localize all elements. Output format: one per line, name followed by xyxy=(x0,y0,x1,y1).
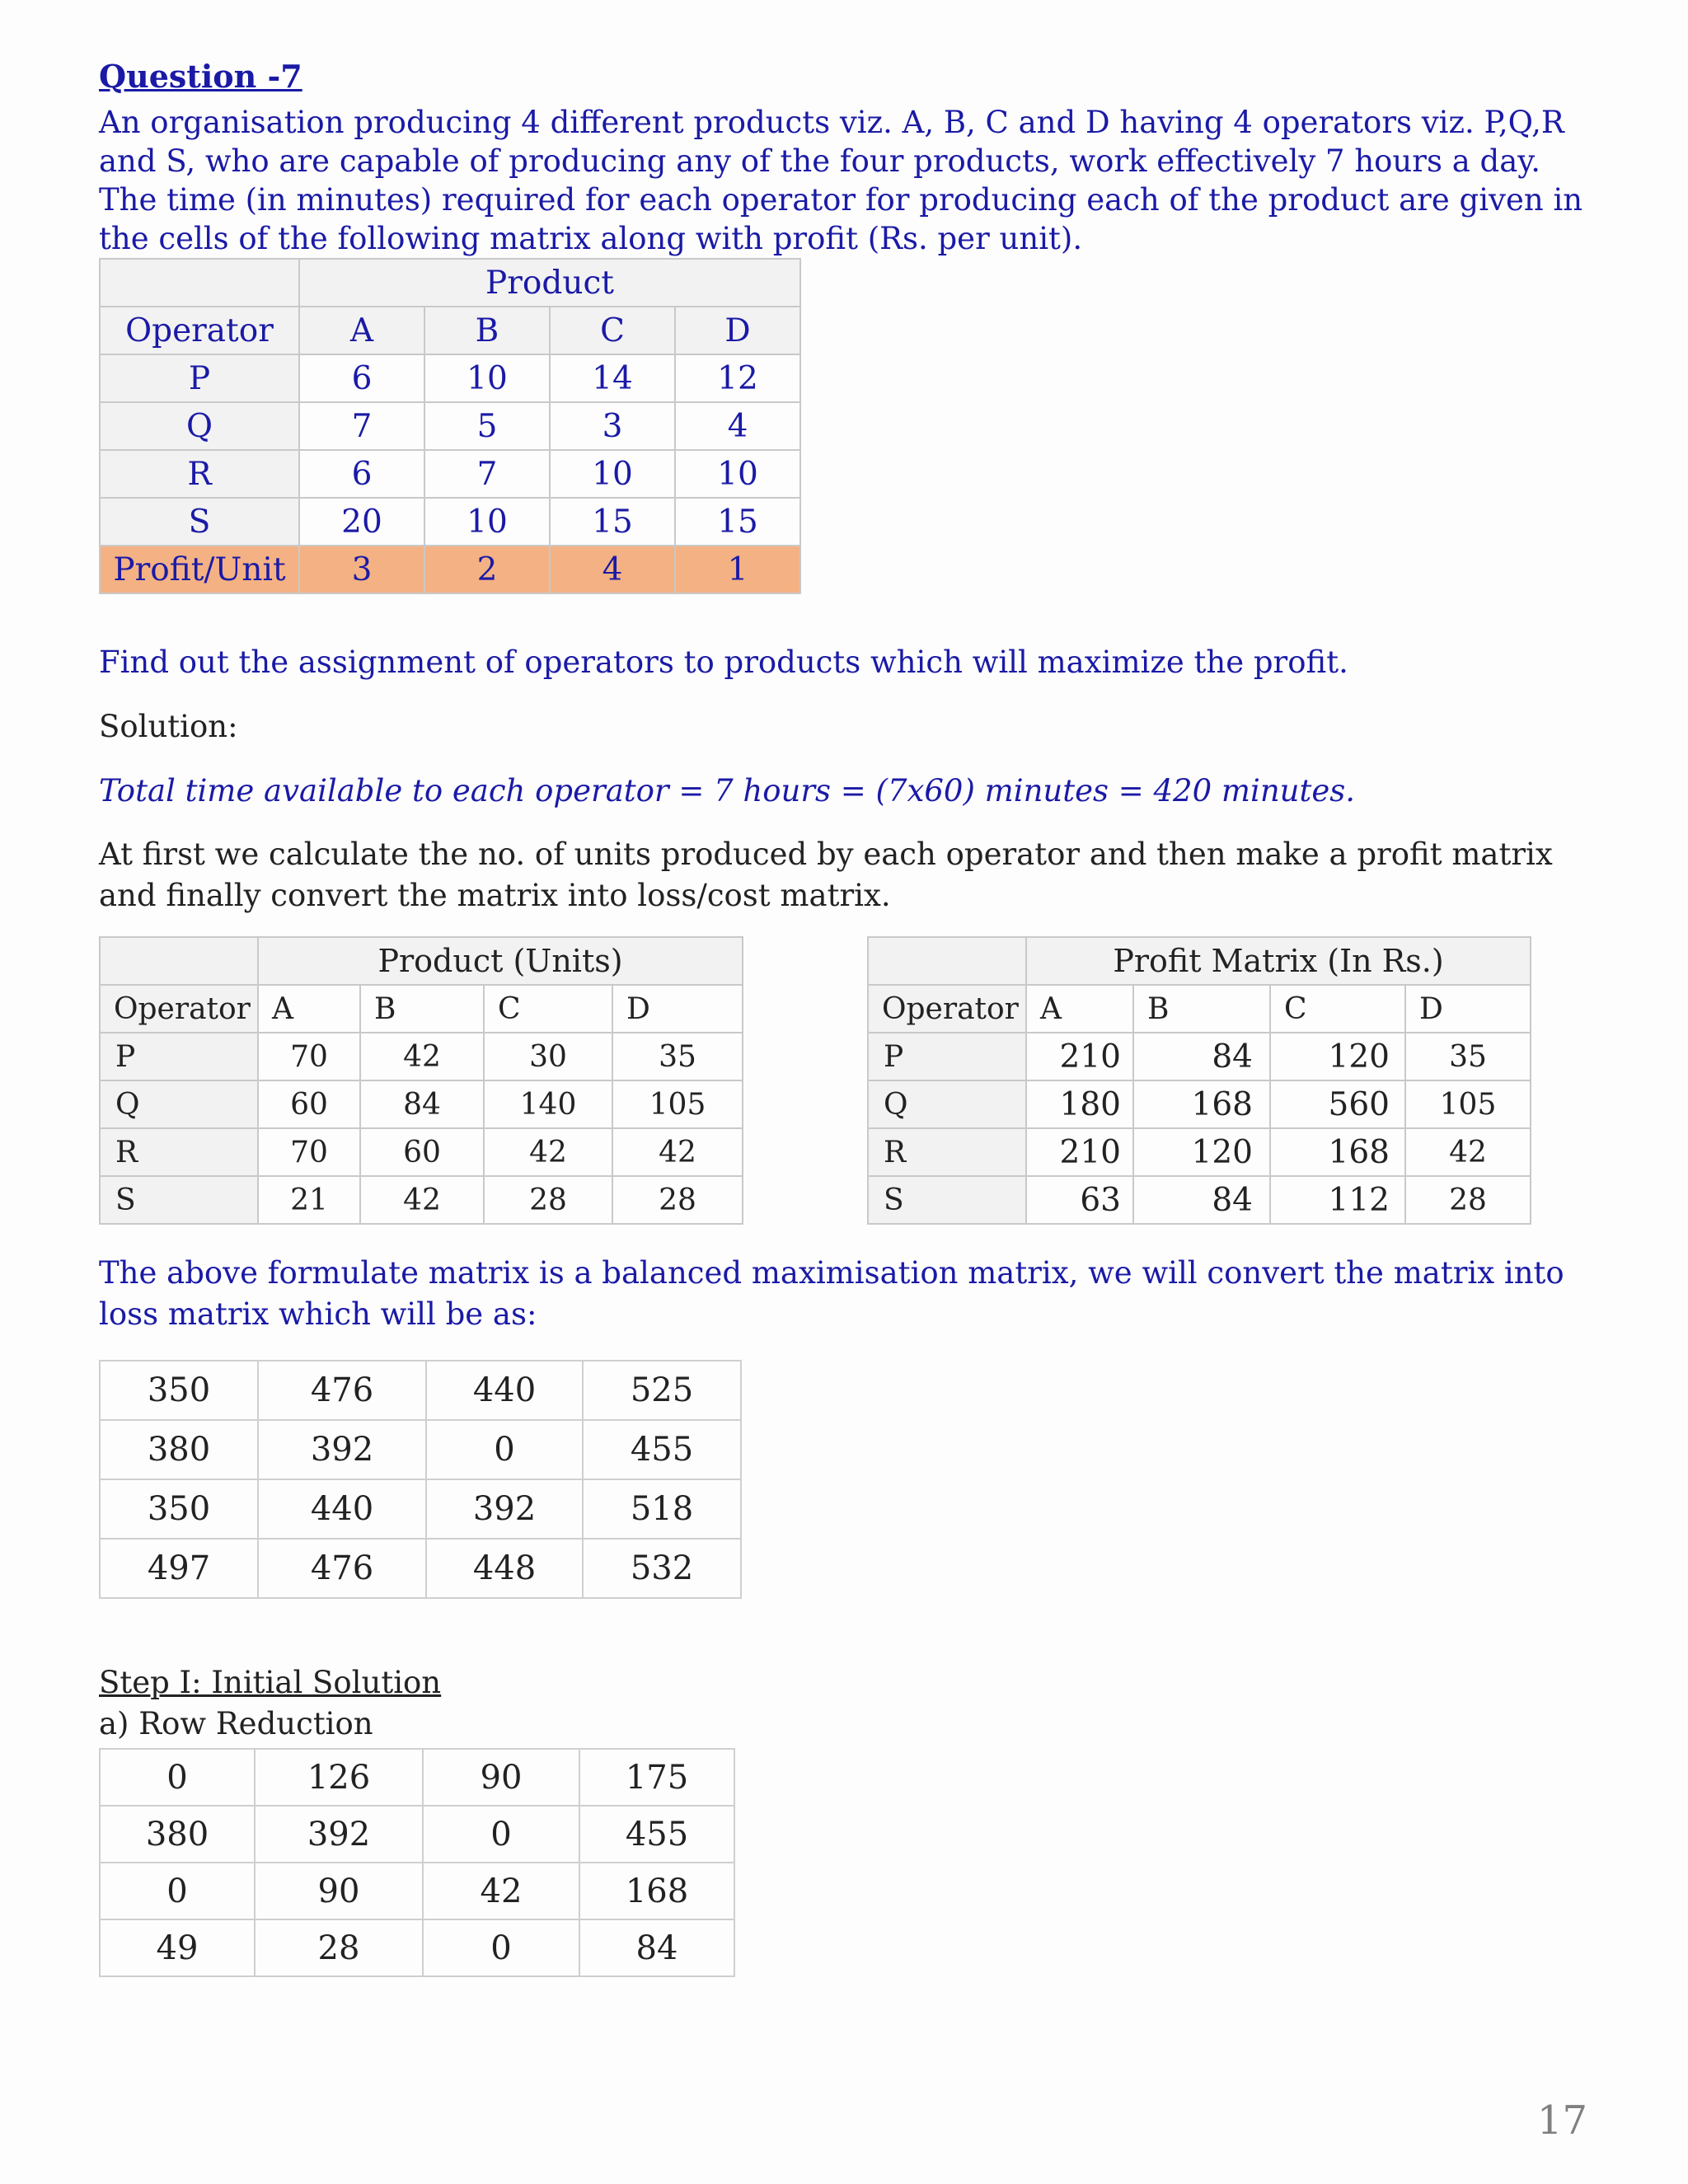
table-row xyxy=(868,1176,1531,1224)
units-cell: 84 xyxy=(360,1080,484,1128)
profit-cell: 210 xyxy=(1026,1033,1133,1080)
column-header: B xyxy=(360,985,484,1033)
profit-cell: 180 xyxy=(1026,1080,1133,1128)
units-cell: 70 xyxy=(258,1033,360,1080)
time-cell: 10 xyxy=(424,498,550,546)
matrix-cell: 476 xyxy=(258,1361,426,1420)
matrix-cell: 440 xyxy=(426,1361,583,1420)
units-table-title: Product (Units) xyxy=(258,937,743,985)
step-title: Step I: Initial Solution xyxy=(99,1665,442,1700)
profit-cell: 105 xyxy=(1405,1080,1531,1128)
table-row xyxy=(100,1479,741,1539)
matrix-cell: 42 xyxy=(423,1863,579,1919)
balanced-text: The above formulate matrix is a balanced maximisation matrix, we will convert the matrix into loss matrix which will be as: xyxy=(99,1255,1564,1332)
table-row xyxy=(100,450,800,498)
matrix-cell: 28 xyxy=(255,1919,423,1976)
matrix-cell: 497 xyxy=(100,1539,258,1598)
find-text: Find out the assignment of operators to products which will maximize the profit. xyxy=(99,644,1348,680)
column-header: D xyxy=(612,985,743,1033)
time-cell: 10 xyxy=(550,450,675,498)
profit-cell: 112 xyxy=(1270,1176,1405,1224)
profit-cell: 84 xyxy=(1133,1033,1270,1080)
time-cell: 12 xyxy=(675,354,800,402)
table-row xyxy=(100,1176,743,1224)
profit-cell: 42 xyxy=(1405,1128,1531,1176)
table-row xyxy=(868,1033,1531,1080)
units-cell: 42 xyxy=(360,1033,484,1080)
profit-cell: 120 xyxy=(1133,1128,1270,1176)
operator-cell: R xyxy=(868,1128,1026,1176)
time-cell: 20 xyxy=(299,498,424,546)
profit-cell: 35 xyxy=(1405,1033,1531,1080)
matrix-cell: 532 xyxy=(583,1539,741,1598)
operator-cell: R xyxy=(100,1128,258,1176)
operator-cell: P xyxy=(868,1033,1026,1080)
table-row xyxy=(100,1749,734,1806)
time-cell: 7 xyxy=(424,450,550,498)
profit-matrix-title: Profit Matrix (In Rs.) xyxy=(1026,937,1531,985)
matrix-cell: 455 xyxy=(583,1420,741,1479)
matrix-cell: 168 xyxy=(579,1863,734,1919)
profit-cell: 63 xyxy=(1026,1176,1133,1224)
column-header: C xyxy=(484,985,612,1033)
matrix-cell: 476 xyxy=(258,1539,426,1598)
time-cell: 10 xyxy=(424,354,550,402)
row-reduction-table xyxy=(99,1748,735,1977)
profit-cell: 120 xyxy=(1270,1033,1405,1080)
operator-cell: Q xyxy=(100,1080,258,1128)
units-cell: 28 xyxy=(484,1176,612,1224)
operator-cell: R xyxy=(100,450,299,498)
units-table xyxy=(99,936,743,1225)
matrix-cell: 49 xyxy=(100,1919,255,1976)
profit-cell: 168 xyxy=(1133,1080,1270,1128)
column-header: D xyxy=(675,307,800,354)
matrix-cell: 392 xyxy=(258,1420,426,1479)
matrix-cell: 90 xyxy=(255,1863,423,1919)
table-row xyxy=(100,1033,743,1080)
column-header: C xyxy=(550,307,675,354)
question-text: An organisation producing 4 different products viz. A, B, C and D having 4 operators viz. P,Q,R and S, who are capable of producing any of the four products, work effectively 7 hours a day. The time (in minutes) required for each operator for producing each of the product are given in the cells of the following matrix along with profit (Rs. per unit). xyxy=(99,105,1583,256)
loss-matrix-table xyxy=(99,1360,742,1599)
time-cell: 4 xyxy=(675,402,800,450)
matrix-cell: 455 xyxy=(579,1806,734,1863)
matrix-cell: 392 xyxy=(426,1479,583,1539)
product-header: Product xyxy=(299,259,800,307)
units-cell: 70 xyxy=(258,1128,360,1176)
matrix-cell: 90 xyxy=(423,1749,579,1806)
matrix-cell: 380 xyxy=(100,1806,255,1863)
profit-cell: 560 xyxy=(1270,1080,1405,1128)
matrix-cell: 380 xyxy=(100,1420,258,1479)
profit-label: Profit/Unit xyxy=(100,546,299,593)
profit-cell: 28 xyxy=(1405,1176,1531,1224)
column-header: B xyxy=(424,307,550,354)
units-cell: 21 xyxy=(258,1176,360,1224)
table-row xyxy=(868,1128,1531,1176)
time-cell: 15 xyxy=(675,498,800,546)
units-cell: 60 xyxy=(258,1080,360,1128)
table-row xyxy=(100,1919,734,1976)
matrix-cell: 518 xyxy=(583,1479,741,1539)
time-cell: 6 xyxy=(299,450,424,498)
units-cell: 42 xyxy=(360,1176,484,1224)
time-cell: 6 xyxy=(299,354,424,402)
matrix-cell: 350 xyxy=(100,1479,258,1539)
matrix-cell: 392 xyxy=(255,1806,423,1863)
units-cell: 35 xyxy=(612,1033,743,1080)
profit-cell: 2 xyxy=(424,546,550,593)
first-text: At first we calculate the no. of units produced by each operator and then make a profit matrix and finally convert the matrix into loss/cost matrix. xyxy=(99,837,1553,913)
column-header: A xyxy=(258,985,360,1033)
operator-header: Operator xyxy=(100,307,299,354)
units-cell: 42 xyxy=(484,1128,612,1176)
row-reduction-label: a) Row Reduction xyxy=(99,1706,373,1741)
time-available-text: Total time available to each operator = 7 hours = (7x60) minutes = 420 minutes. xyxy=(99,773,1355,808)
time-cell: 14 xyxy=(550,354,675,402)
time-cell: 15 xyxy=(550,498,675,546)
units-cell: 105 xyxy=(612,1080,743,1128)
units-cell: 42 xyxy=(612,1128,743,1176)
matrix-cell: 525 xyxy=(583,1361,741,1420)
operator-cell: S xyxy=(100,1176,258,1224)
profit-cell: 3 xyxy=(299,546,424,593)
operator-header: Operator xyxy=(100,985,258,1033)
table-row xyxy=(100,1539,741,1598)
operator-header: Operator xyxy=(868,985,1026,1033)
blank-header-cell xyxy=(100,259,299,307)
table-row xyxy=(100,402,800,450)
profit-cell: 4 xyxy=(550,546,675,593)
time-cell: 10 xyxy=(675,450,800,498)
blank-header-cell xyxy=(868,937,1026,985)
profit-cell: 1 xyxy=(675,546,800,593)
table-row xyxy=(100,498,800,546)
matrix-cell: 0 xyxy=(100,1863,255,1919)
table-row xyxy=(100,1420,741,1479)
table-row xyxy=(100,1863,734,1919)
matrix-cell: 0 xyxy=(423,1919,579,1976)
units-cell: 30 xyxy=(484,1033,612,1080)
matrix-cell: 440 xyxy=(258,1479,426,1539)
matrix-cell: 84 xyxy=(579,1919,734,1976)
column-header: A xyxy=(1026,985,1133,1033)
matrix-cell: 448 xyxy=(426,1539,583,1598)
profit-row xyxy=(100,546,800,593)
page-number: 17 xyxy=(1536,2097,1587,2144)
matrix-cell: 126 xyxy=(255,1749,423,1806)
operator-cell: S xyxy=(100,498,299,546)
matrix-cell: 0 xyxy=(423,1806,579,1863)
units-cell: 60 xyxy=(360,1128,484,1176)
units-cell: 28 xyxy=(612,1176,743,1224)
time-cell: 7 xyxy=(299,402,424,450)
time-profit-table xyxy=(99,258,801,594)
profit-matrix-table xyxy=(867,936,1531,1225)
matrix-cell: 350 xyxy=(100,1361,258,1420)
profit-cell: 210 xyxy=(1026,1128,1133,1176)
solution-label: Solution: xyxy=(99,709,238,744)
table-row xyxy=(868,1080,1531,1128)
column-header: C xyxy=(1270,985,1405,1033)
blank-header-cell xyxy=(100,937,258,985)
units-cell: 140 xyxy=(484,1080,612,1128)
matrix-cell: 0 xyxy=(426,1420,583,1479)
matrix-cell: 175 xyxy=(579,1749,734,1806)
operator-cell: P xyxy=(100,1033,258,1080)
time-cell: 3 xyxy=(550,402,675,450)
table-row xyxy=(100,1128,743,1176)
table-row xyxy=(100,1080,743,1128)
time-cell: 5 xyxy=(424,402,550,450)
profit-cell: 84 xyxy=(1133,1176,1270,1224)
column-header: D xyxy=(1405,985,1531,1033)
matrix-cell: 0 xyxy=(100,1749,255,1806)
profit-cell: 168 xyxy=(1270,1128,1405,1176)
table-row xyxy=(100,354,800,402)
question-title: Question -7 xyxy=(99,58,302,95)
operator-cell: Q xyxy=(100,402,299,450)
table-row xyxy=(100,1806,734,1863)
column-header: A xyxy=(299,307,424,354)
column-header: B xyxy=(1133,985,1270,1033)
operator-cell: P xyxy=(100,354,299,402)
table-row xyxy=(100,1361,741,1420)
operator-cell: Q xyxy=(868,1080,1026,1128)
operator-cell: S xyxy=(868,1176,1026,1224)
